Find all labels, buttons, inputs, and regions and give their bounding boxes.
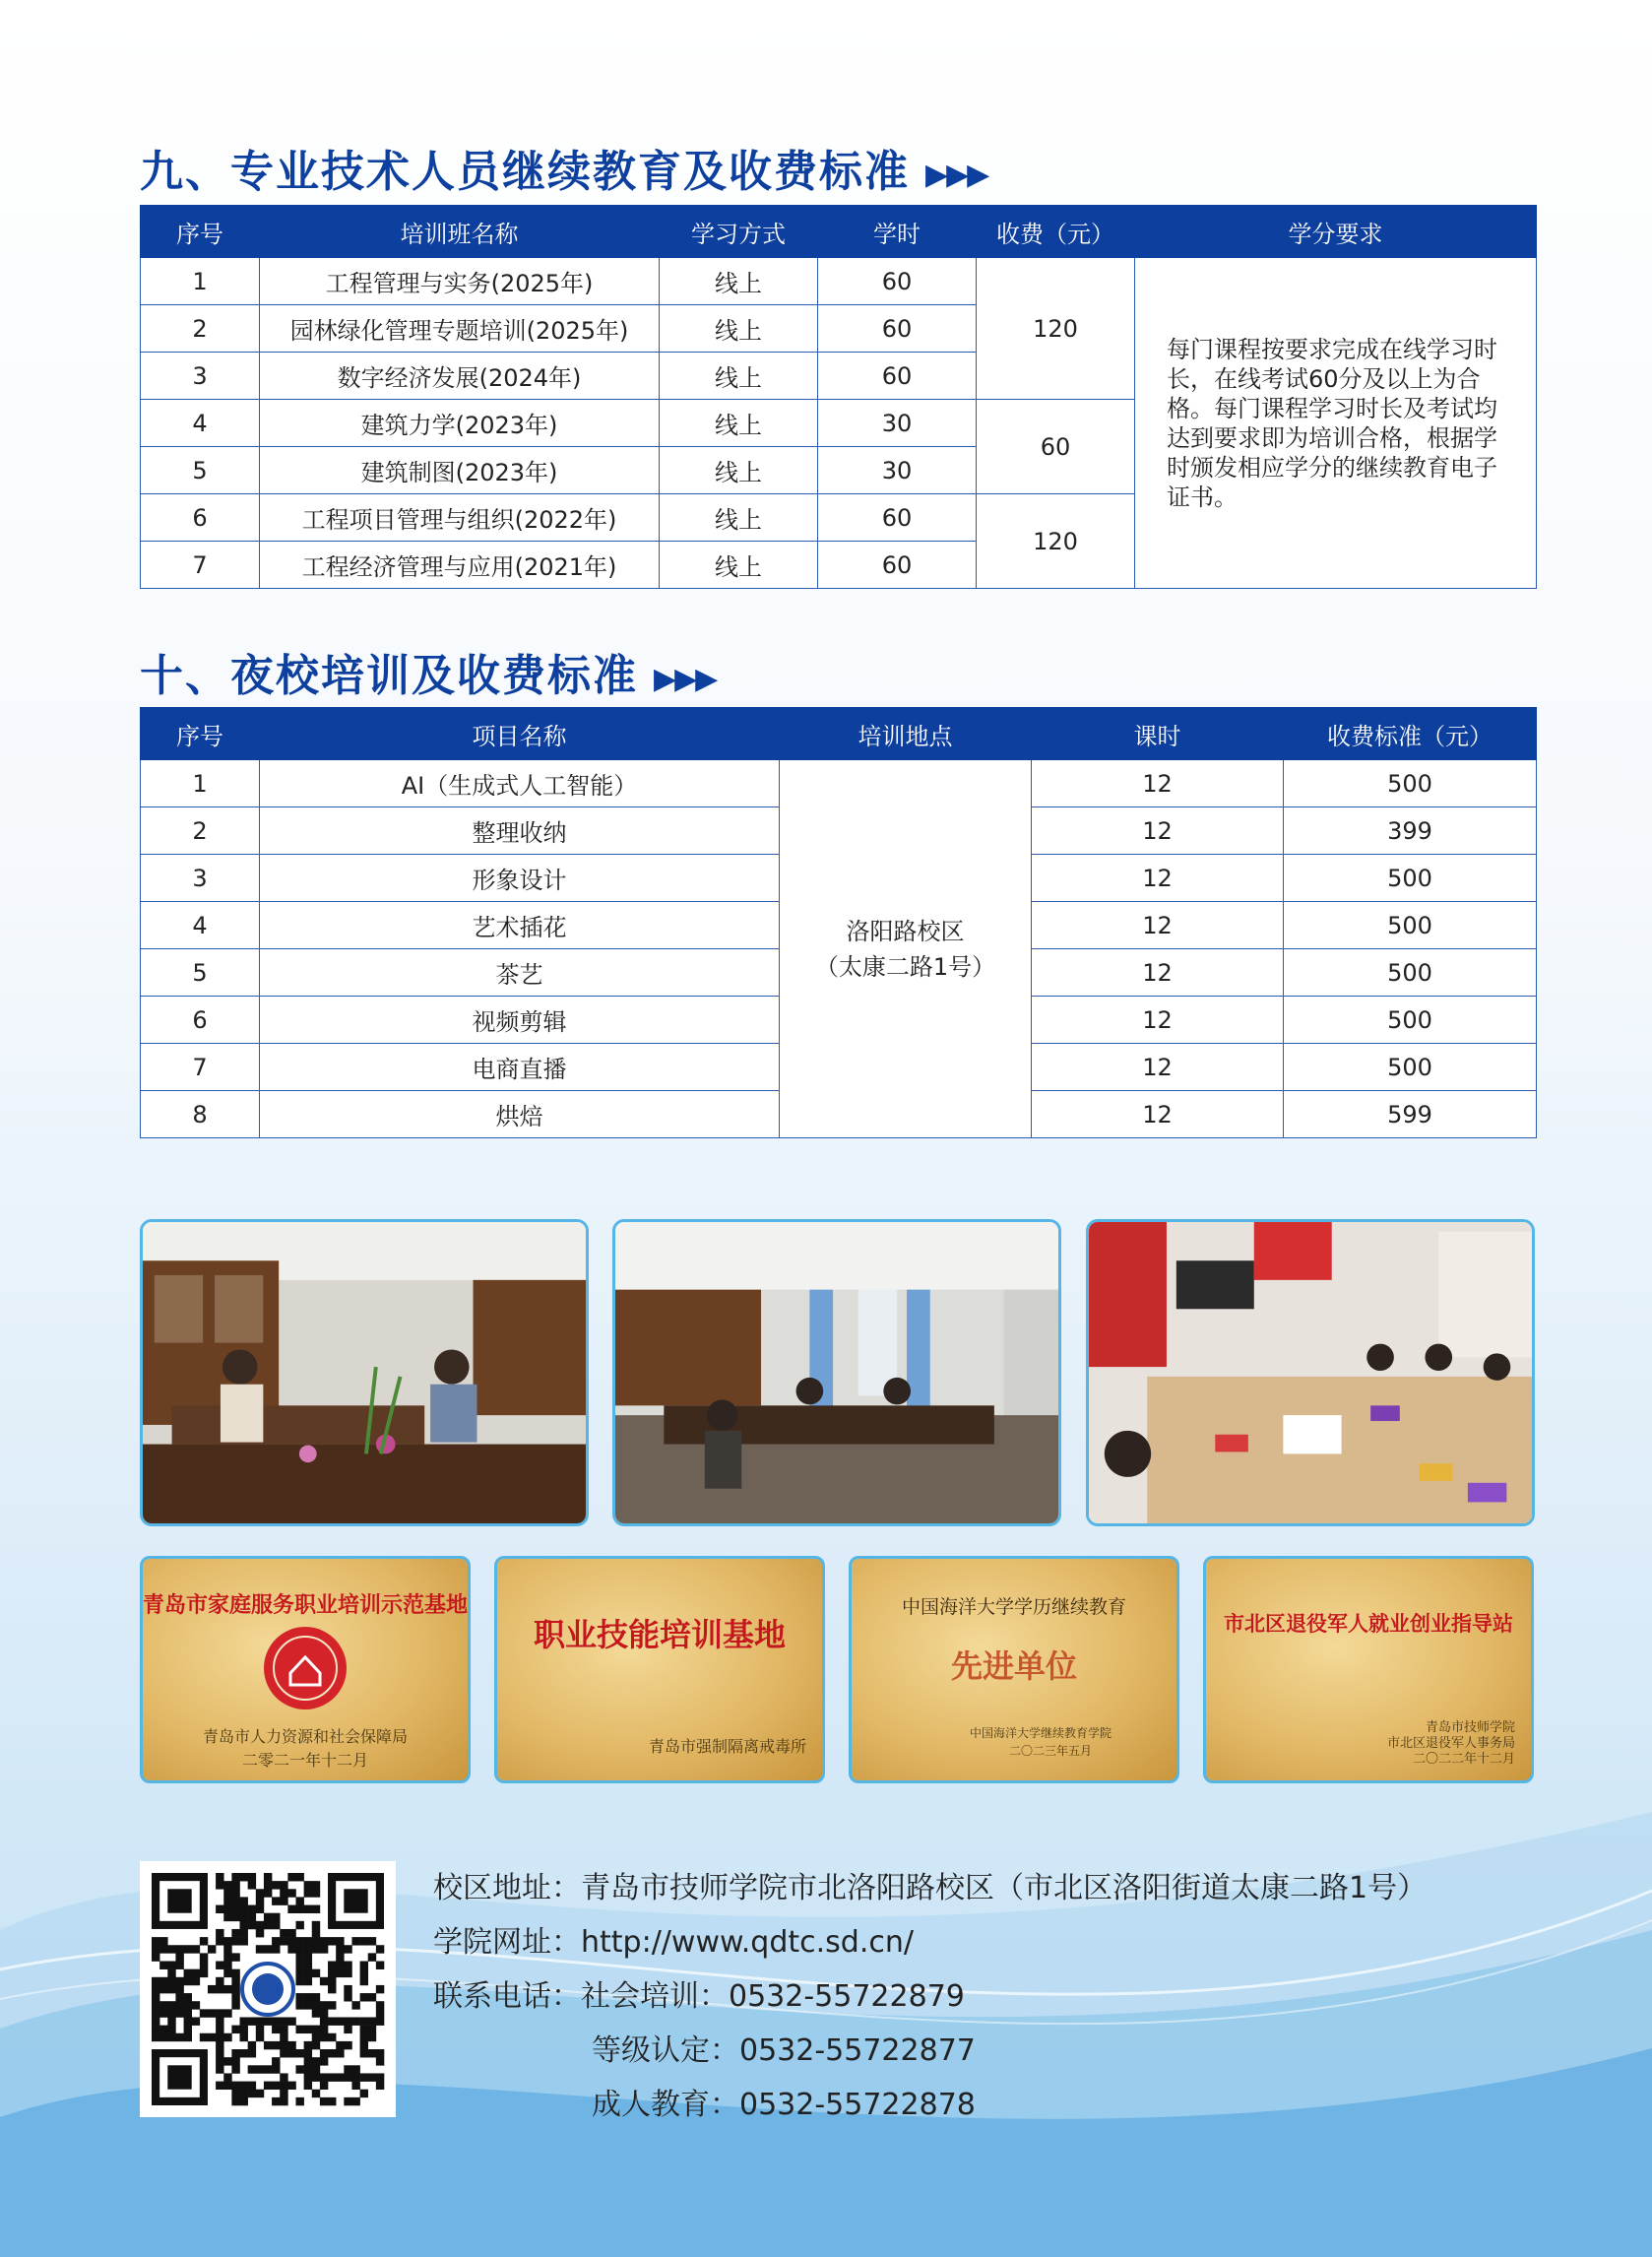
plaque-issuer: 青岛市强制隔离戒毒所 [648,1737,806,1756]
row-no: 5 [141,949,260,997]
row-hours: 60 [818,353,977,400]
phone-number[interactable]: 0532-55722878 [739,2088,976,2122]
arrows-icon: ▶▶▶ [925,157,988,192]
row-course-name: 数字经济发展(2024年) [260,353,660,400]
plaque-title: 青岛市家庭服务职业培训示范基地 [143,1592,469,1618]
row-project-name: 烘焙 [260,1091,780,1138]
table-row [141,760,1537,807]
row-no: 6 [141,494,260,542]
plaque-subtitle: 中国海洋大学学历继续教育 [901,1596,1126,1618]
address-label: 校区地址： [433,1871,581,1905]
header-fee-standard: 收费标准（元） [1284,708,1537,760]
header-study-mode: 学习方式 [660,206,818,258]
header-hours: 学时 [818,206,977,258]
emblem-icon [261,1624,349,1712]
plaque-title: 先进单位 [950,1647,1077,1685]
row-hours: 60 [818,494,977,542]
row-class-hours: 12 [1032,997,1284,1044]
row-fee: 500 [1284,902,1537,949]
plaque-issuer: 中国海洋大学继续教育学院 [970,1726,1112,1740]
row-course-name: 工程管理与实务(2025年) [260,258,660,305]
photo-tea-art-class [612,1219,1061,1526]
row-no: 3 [141,855,260,902]
row-course-name: 建筑力学(2023年) [260,400,660,447]
row-no: 2 [141,807,260,855]
photo-organizing-class [1086,1219,1535,1526]
row-fee: 500 [1284,997,1537,1044]
row-hours: 60 [818,542,977,589]
row-mode: 线上 [660,494,818,542]
continuing-education-table [140,205,1537,589]
phone-line [433,1971,965,2015]
location-campus: 洛阳路校区 [846,917,965,945]
fee-cell: 120 [977,494,1135,589]
row-fee: 399 [1284,807,1537,855]
row-project-name: 茶艺 [260,949,780,997]
row-project-name: AI（生成式人工智能） [260,760,780,807]
phone-number[interactable]: 0532-55722877 [739,2033,976,2068]
phone-type: 成人教育： [592,2088,739,2122]
row-mode: 线上 [660,353,818,400]
plaque-issuer-2: 市北区退役军人事务局 [1386,1736,1515,1751]
row-no: 1 [141,760,260,807]
location-cell [780,760,1032,1138]
header-no: 序号 [141,708,260,760]
row-no: 6 [141,997,260,1044]
header-no: 序号 [141,206,260,258]
row-mode: 线上 [660,258,818,305]
row-no: 8 [141,1091,260,1138]
row-class-hours: 12 [1032,855,1284,902]
row-project-name: 电商直播 [260,1044,780,1091]
fee-cell: 120 [977,258,1135,400]
qr-code-image [140,1861,396,2117]
row-fee: 500 [1284,949,1537,997]
row-project-name: 形象设计 [260,855,780,902]
website-link[interactable]: http://www.qdtc.sd.cn/ [581,1925,914,1960]
row-class-hours: 12 [1032,1044,1284,1091]
header-location: 培训地点 [780,708,1032,760]
row-course-name: 园林绿化管理专题培训(2025年) [260,305,660,353]
row-class-hours: 12 [1032,902,1284,949]
row-mode: 线上 [660,542,818,589]
plaque-date: 二〇二二年十二月 [1412,1752,1515,1767]
row-hours: 30 [818,400,977,447]
row-class-hours: 12 [1032,807,1284,855]
plaque-title: 职业技能培训基地 [533,1616,786,1653]
header-course-name: 培训班名称 [260,206,660,258]
row-mode: 线上 [660,400,818,447]
phone-line [592,2026,976,2069]
arrows-icon: ▶▶▶ [654,661,717,696]
header-credit-requirement: 学分要求 [1135,206,1537,258]
row-mode: 线上 [660,305,818,353]
row-no: 7 [141,542,260,589]
address-line [433,1863,1427,1906]
row-fee: 599 [1284,1091,1537,1138]
row-no: 3 [141,353,260,400]
row-fee: 500 [1284,1044,1537,1091]
row-course-name: 工程项目管理与组织(2022年) [260,494,660,542]
row-no: 2 [141,305,260,353]
row-hours: 60 [818,305,977,353]
row-hours: 60 [818,258,977,305]
row-fee: 500 [1284,855,1537,902]
row-class-hours: 12 [1032,949,1284,997]
phone-line [592,2080,976,2123]
website-label: 学院网址： [433,1925,581,1960]
row-fee: 500 [1284,760,1537,807]
plaque-date: 二零二一年十二月 [241,1751,368,1770]
table-header-row [141,708,1537,760]
row-mode: 线上 [660,447,818,494]
row-no: 4 [141,902,260,949]
header-project-name: 项目名称 [260,708,780,760]
header-fee: 收费（元） [977,206,1135,258]
address-value: 青岛市技师学院市北洛阳路校区（市北区洛阳街道太康二路1号） [581,1871,1428,1905]
row-no: 1 [141,258,260,305]
phone-type: 等级认定： [592,2033,739,2068]
location-address: （太康二路1号） [814,952,996,981]
row-course-name: 建筑制图(2023年) [260,447,660,494]
plaque-issuer: 青岛市人力资源和社会保障局 [202,1727,408,1746]
row-course-name: 工程经济管理与应用(2021年) [260,542,660,589]
plaque-date: 二〇二三年五月 [1009,1744,1093,1758]
website-line [433,1917,914,1961]
section-10-title [140,640,716,703]
header-class-hours: 课时 [1032,708,1284,760]
phone-label: 联系电话： [433,1979,581,2014]
section-9-title [140,136,987,199]
phone-type: 社会培训： [581,1979,729,2014]
section-9-title-text: 九、专业技术人员继续教育及收费标准 [140,147,910,197]
row-no: 5 [141,447,260,494]
plaque-title: 市北区退役军人就业创业指导站 [1224,1611,1513,1636]
night-school-table [140,707,1537,1138]
plaque-home-service-training-base [140,1556,471,1783]
row-no: 7 [141,1044,260,1091]
photo-flower-arranging-class [140,1219,589,1526]
row-project-name: 整理收纳 [260,807,780,855]
row-class-hours: 12 [1032,1091,1284,1138]
table-header-row [141,206,1537,258]
credit-note: 每门课程按要求完成在线学习时长，在线考试60分及以上为合格。每门课程学习时长及考试均达到要求即为培训合格，根据学时颁发相应学分的继续教育电子证书。 [1135,258,1537,589]
row-project-name: 视频剪辑 [260,997,780,1044]
fee-cell: 60 [977,400,1135,494]
section-10-title-text: 十、夜校培训及收费标准 [140,651,638,701]
row-hours: 30 [818,447,977,494]
row-no: 4 [141,400,260,447]
phone-number[interactable]: 0532-55722879 [729,1979,965,2014]
plaque-advanced-unit [849,1556,1179,1783]
row-class-hours: 12 [1032,760,1284,807]
plaque-vocational-skills-training-base [494,1556,825,1783]
plaque-veterans-employment-station [1203,1556,1534,1783]
plaque-issuer: 青岛市技师学院 [1425,1720,1515,1735]
table-row [141,258,1537,305]
qr-code[interactable] [140,1861,396,2117]
row-project-name: 艺术插花 [260,902,780,949]
